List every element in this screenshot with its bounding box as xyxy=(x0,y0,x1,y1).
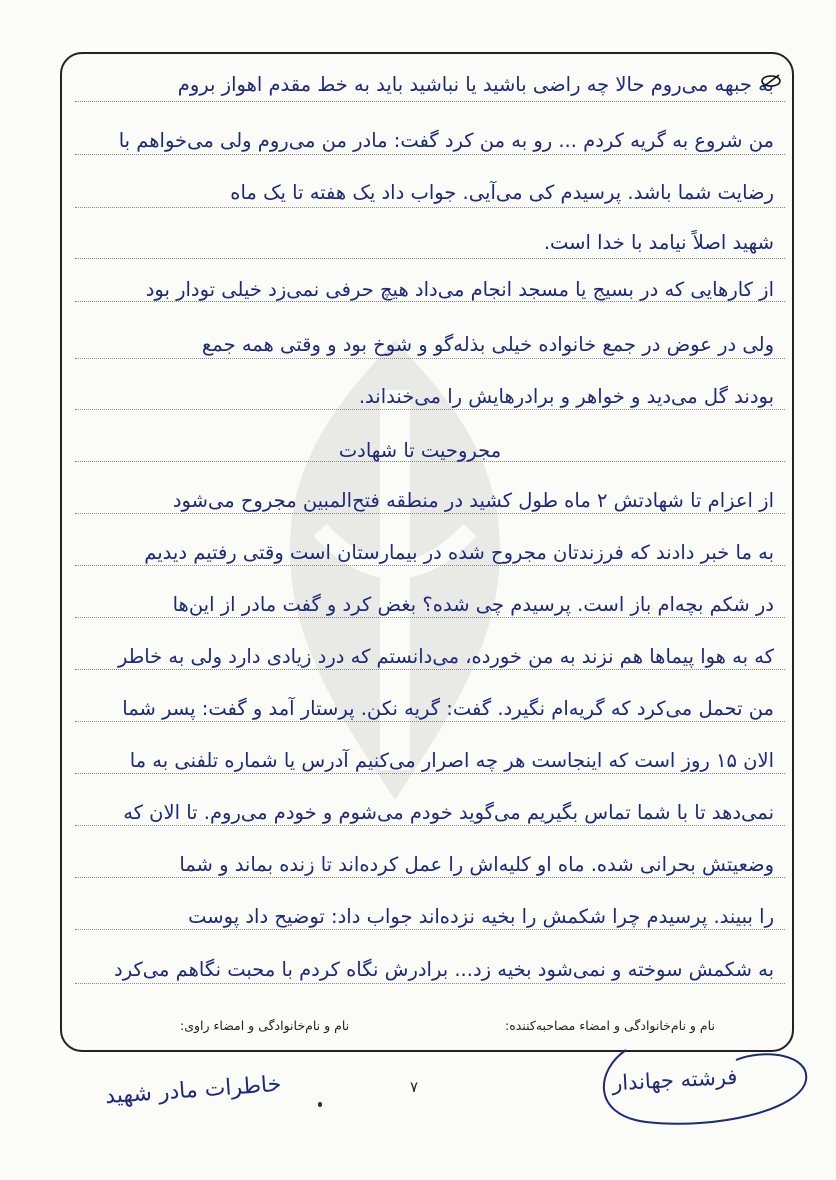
handwritten-line: که به هوا پیماها هم نزند به من خورده، می‌دانستم که درد زیادی دارد ولی به خاطر xyxy=(117,645,774,668)
handwritten-line: رضایت شما باشد. پرسیدم کی می‌آیی. جواب داد یک هفته تا یک ماه xyxy=(230,181,774,204)
handwritten-line: من شروع به گریه کردم ... رو به من کرد گفت: مادر من می‌روم ولی می‌خواهم با xyxy=(118,129,774,152)
interviewer-signature: فرشته جهاندار xyxy=(611,1064,738,1096)
handwritten-line: به جبهه می‌روم حالا چه راضی باشید یا نباشید باید به خط مقدم اهواز بروم xyxy=(177,73,774,96)
handwritten-line: را ببیند. پرسیدم چرا شکمش را بخیه نزده‌اند جواب داد: توضیح داد پوست xyxy=(188,905,774,928)
narrator-signature-label: نام و نام‌خانوادگی و امضاء راوی: xyxy=(180,1018,350,1033)
handwritten-line: به شکمش سوخته و نمی‌شود بخیه زد... برادرش نگاه کردم با محبت نگاهم می‌کرد xyxy=(114,958,774,981)
handwritten-line: ولی در عوض در جمع خانواده خیلی بذله‌گو و شوخ بود و وقتی همه جمع xyxy=(201,333,774,356)
handwritten-line: در شکم بچه‌ام باز است. پرسیدم چی شده؟ بغض کرد و گفت مادر از این‌ها xyxy=(172,593,774,616)
section-heading: مجروحیت تا شهادت xyxy=(338,439,502,462)
narrator-signature: خاطرات مادر شهید xyxy=(104,1071,283,1110)
handwritten-line: از کارهایی که در بسیج یا مسجد انجام می‌داد هیچ حرفی نمی‌زد خیلی تودار بود xyxy=(145,278,774,301)
handwritten-line: وضعیتش بحرانی شده. ماه او کلیه‌اش را عمل کرده‌اند تا زنده بماند و شما xyxy=(179,853,774,876)
handwritten-line: نمی‌دهد تا با شما تماس بگیریم می‌گوید خودم می‌شوم و خودم می‌روم. تا الان که xyxy=(123,801,774,824)
handwritten-line: از اعزام تا شهادتش ۲ ماه طول کشید در منطقه فتح‌المبین مجروح می‌شود xyxy=(172,489,774,512)
handwritten-line: الان ۱۵ روز است که اینجاست هر چه اصرار می‌کنیم آدرس یا شماره تلفنی به ما xyxy=(129,749,774,772)
ink-dot xyxy=(318,1102,322,1107)
interviewer-signature-label: نام و نام‌خانوادگی و امضاء مصاحبه‌کننده: xyxy=(505,1018,715,1033)
handwritten-line: شهید اصلاً نیامد با خدا است. xyxy=(543,231,774,254)
handwritten-line: به ما خبر دادند که فرزندتان مجروح شده در بیمارستان است وقتی رفتیم دیدیم xyxy=(144,541,774,564)
ruled-line xyxy=(75,258,785,259)
ruled-line xyxy=(75,101,785,102)
page-number: ۷ xyxy=(410,1078,419,1096)
handwritten-line: بودند گل می‌دید و خواهر و برادرهایش را می‌خنداند. xyxy=(358,385,774,408)
handwritten-line: من تحمل می‌کرد که گریه‌ام نگیرد. گفت: گریه نکن. پرستار آمد و گفت: پسر شما xyxy=(122,697,774,720)
